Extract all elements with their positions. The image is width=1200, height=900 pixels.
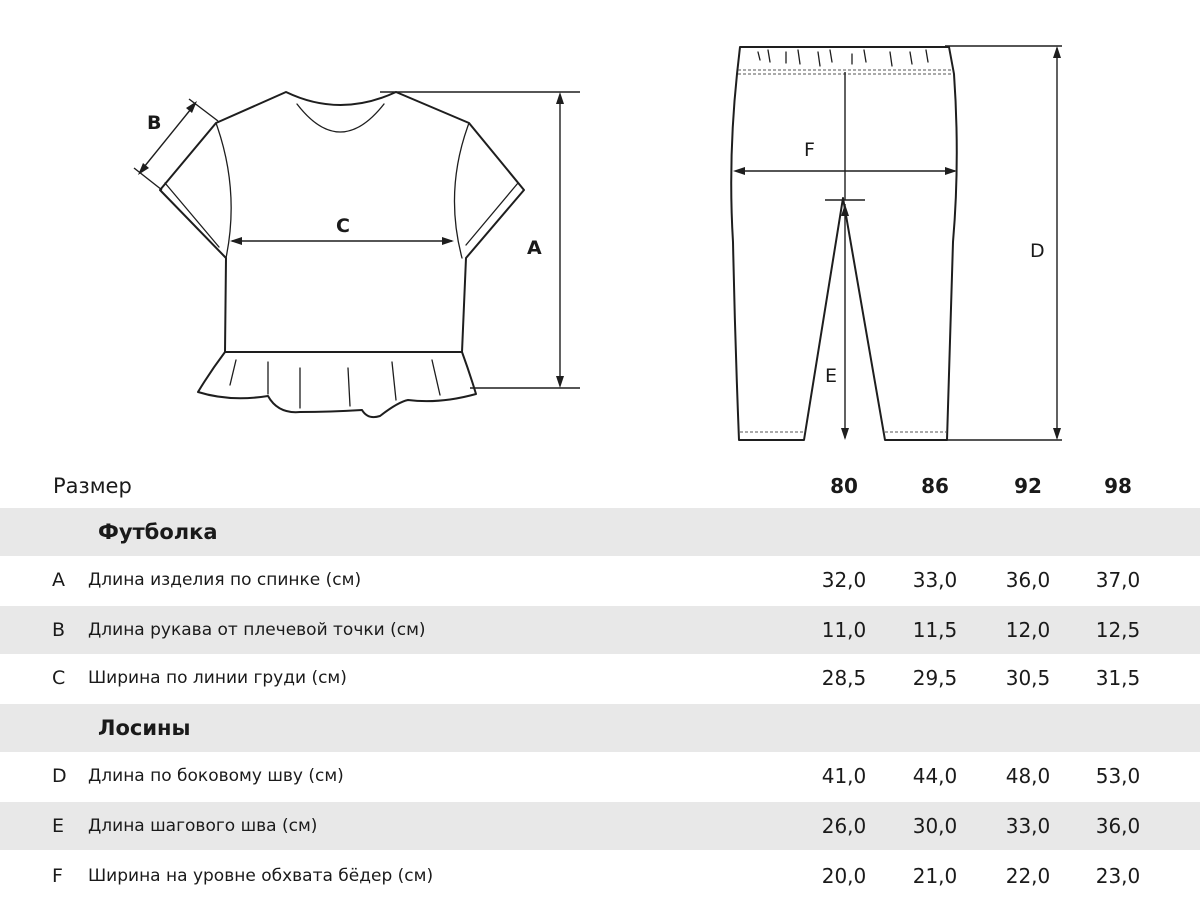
table-row: [0, 752, 1200, 800]
leggings-drawing: [731, 46, 1062, 440]
table-header-row: [0, 462, 1200, 510]
leggings-outline: [731, 47, 957, 440]
row-value: 21,0: [912, 864, 958, 888]
label-a: A: [527, 237, 542, 259]
dimension-b-top-tick: [189, 99, 218, 121]
size-header: 86: [921, 474, 949, 498]
tshirt-ruffle: [198, 352, 476, 417]
tshirt-drawing: [134, 92, 580, 417]
row-label: Длина по боковому шву (см): [88, 766, 344, 786]
row-label: Длина рукава от плечевой точки (см): [88, 620, 426, 640]
section-title: Лосины: [98, 716, 191, 740]
row-value: 12,5: [1095, 618, 1141, 642]
tshirt-left-cuff: [165, 183, 219, 247]
table-row: [0, 852, 1200, 900]
row-value: 11,5: [912, 618, 958, 642]
size-header: 80: [830, 474, 858, 498]
section-title: Футболка: [98, 520, 218, 544]
row-value: 33,0: [1005, 814, 1051, 838]
row-value: 28,5: [821, 666, 867, 690]
tshirt-right-armhole: [454, 123, 469, 258]
size-header: 98: [1104, 474, 1132, 498]
row-value: 20,0: [821, 864, 867, 888]
section-header-leggings: [0, 704, 1200, 752]
row-letter: D: [52, 765, 67, 787]
row-value: 30,5: [1005, 666, 1051, 690]
row-label: Длина шагового шва (см): [88, 816, 318, 836]
table-row: [0, 556, 1200, 604]
row-letter: C: [52, 667, 66, 689]
row-label: Ширина по линии груди (см): [88, 668, 347, 688]
row-value: 48,0: [1005, 764, 1051, 788]
row-value: 32,0: [821, 568, 867, 592]
row-value: 29,5: [912, 666, 958, 690]
label-e: E: [825, 365, 838, 387]
row-value: 53,0: [1095, 764, 1141, 788]
row-value: 37,0: [1095, 568, 1141, 592]
row-letter: A: [52, 569, 65, 591]
size-header-label: Размер: [53, 474, 132, 498]
row-value: 31,5: [1095, 666, 1141, 690]
row-value: 44,0: [912, 764, 958, 788]
dimension-b-bottom-tick: [134, 168, 162, 190]
label-d: D: [1030, 240, 1045, 262]
size-header: 92: [1014, 474, 1042, 498]
row-value: 26,0: [821, 814, 867, 838]
row-value: 36,0: [1095, 814, 1141, 838]
row-letter: F: [52, 865, 63, 887]
row-letter: B: [52, 619, 66, 641]
tshirt-neckline: [297, 104, 384, 132]
table-row: [0, 606, 1200, 654]
table-row: [0, 802, 1200, 850]
label-b: B: [147, 112, 162, 134]
tshirt-left-armhole: [216, 123, 231, 258]
row-value: 12,0: [1005, 618, 1051, 642]
row-value: 36,0: [1005, 568, 1051, 592]
row-value: 11,0: [821, 618, 867, 642]
row-letter: E: [52, 815, 65, 837]
row-value: 23,0: [1095, 864, 1141, 888]
leggings-waistband-gathers: [758, 50, 928, 66]
row-label: Длина изделия по спинке (см): [88, 570, 362, 590]
label-c: C: [336, 215, 350, 237]
row-value: 41,0: [821, 764, 867, 788]
table-row: [0, 654, 1200, 702]
tshirt-right-cuff: [466, 183, 518, 245]
row-value: 33,0: [912, 568, 958, 592]
row-value: 22,0: [1005, 864, 1051, 888]
row-value: 30,0: [912, 814, 958, 838]
label-f: F: [804, 139, 815, 161]
section-header-tshirt: [0, 508, 1200, 556]
row-label: Ширина на уровне обхвата бёдер (см): [88, 866, 434, 886]
